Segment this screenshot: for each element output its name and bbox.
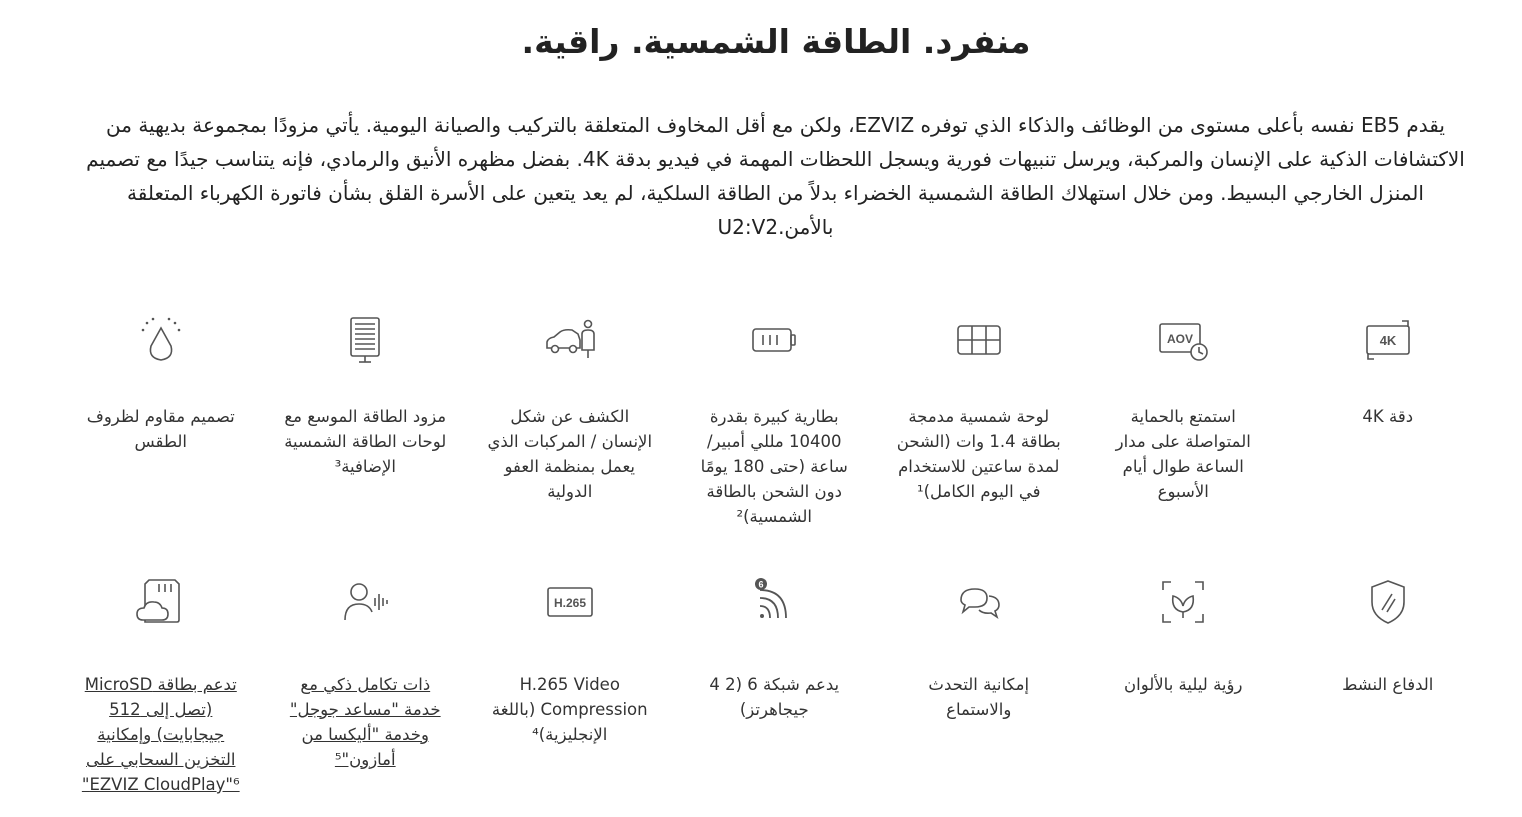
feature-solar-panel xyxy=(877,312,1082,529)
voice-assistant-icon xyxy=(337,574,393,630)
color-night-vision-icon xyxy=(1155,574,1211,630)
feature-label-aov: استمتع بالحماية المتواصلة على مدار الساعة طوال أيام الأسبوع xyxy=(1115,407,1251,501)
weather-resistant-drop-icon xyxy=(133,312,189,368)
feature-wifi-6 xyxy=(672,574,877,797)
feature-label-human-vehicle: الكشف عن شكل الإنسان / المركبات الذي يعمل بمنظمة العفو الدولية xyxy=(487,407,653,501)
feature-label-battery: بطارية كبيرة بقدرة 10400 مللي أمبير/ ساعة (حتى 180 يومًا دون الشحن بالطاقة الشمسية)² xyxy=(700,407,848,526)
svg-text:AOV: AOV xyxy=(1167,332,1194,346)
features-row-2 xyxy=(58,574,1490,797)
section-title: منفرد. الطاقة الشمسية. راقية. xyxy=(521,22,1031,61)
feature-weather-resistant xyxy=(59,312,264,529)
svg-text:6: 6 xyxy=(758,579,764,590)
solar-panel-icon xyxy=(951,312,1007,368)
svg-text:4K: 4K xyxy=(1379,333,1397,348)
aov-clock-icon xyxy=(1155,312,1211,368)
feature-active-defense xyxy=(1286,574,1491,797)
feature-label-solar-panel: لوحة شمسية مدمجة بطاقة 1.4 وات (الشحن لمدة ساعتين للاستخدام في اليوم الكامل)¹ xyxy=(896,407,1061,501)
feature-4k xyxy=(1286,312,1491,529)
feature-label-active-defense: الدفاع النشط xyxy=(1342,675,1434,694)
feature-label-wifi-6: يدعم شبكة 6 (2 4 جيجاهرتز) xyxy=(709,675,840,719)
feature-label-h265: H.265 Video Compression (باللغة الإنجليزية)⁴ xyxy=(491,675,648,744)
feature-h265 xyxy=(468,574,673,797)
feature-label-extended-solar: مزود الطاقة الموسع مع لوحات الطاقة الشمسية الإضافية³ xyxy=(284,407,447,476)
two-way-talk-icon xyxy=(951,574,1007,630)
extended-solar-panel-icon xyxy=(337,312,393,368)
h265-icon xyxy=(542,574,598,630)
active-defense-shield-icon xyxy=(1360,574,1416,630)
feature-label-4k: دقة 4K xyxy=(1362,407,1414,426)
features-row-1 xyxy=(58,312,1490,529)
feature-voice-assistant xyxy=(263,574,468,797)
battery-icon xyxy=(746,312,802,368)
feature-human-vehicle xyxy=(468,312,673,529)
wifi-6-icon xyxy=(746,574,802,630)
feature-aov xyxy=(1081,312,1286,529)
feature-color-night-vision xyxy=(1081,574,1286,797)
human-vehicle-detection-icon xyxy=(542,312,598,368)
feature-two-way-talk xyxy=(877,574,1082,797)
microsd-cloud-icon xyxy=(133,574,189,630)
feature-extended-solar xyxy=(263,312,468,529)
feature-microsd-cloud xyxy=(59,574,264,797)
feature-battery xyxy=(672,312,877,529)
feature-label-color-night-vision: رؤية ليلية بالألوان xyxy=(1124,675,1243,694)
feature-label-weather-resistant: تصميم مقاوم لظروف الطقس xyxy=(86,407,235,451)
feature-link-microsd-cloud[interactable]: تدعم بطاقة MicroSD (تصل إلى 512 جيجابايت) وإمكانية التخزين السحابي على EZVIZ CloudPlay"⁶" xyxy=(81,675,240,794)
svg-text:H.265: H.265 xyxy=(553,596,586,610)
4k-icon xyxy=(1360,312,1416,368)
feature-link-voice-assistant[interactable]: ذات تكامل ذكي مع خدمة "مساعد جوجل" وخدمة "أليكسا من أمازون"⁵ xyxy=(289,675,441,769)
feature-label-two-way-talk: إمكانية التحدث والاستماع xyxy=(928,675,1030,719)
section-intro: يقدم EB5 نفسه بأعلى مستوى من الوظائف والذكاء الذي توفره EZVIZ، ولكن مع أقل المخاوف المتعلقة بالتركيب والصيانة اليومية. يأتي مزودًا بمجموعة بديهية من الاكتشافات الذكية على الإنسان والمركبة، ويرسل تنبيهات فورية ويسجل اللحظات المهمة في فيديو بدقة 4K. بفضل مظهره الأنيق والرمادي، فإنه يتناسب جيدًا مع تصميم المنزل الخارجي البسيط. ومن خلال استهلاك الطاقة الشمسية الخضراء بدلاً من الطاقة السلكية، لم يعد يتعين على الأسرة القلق بشأن فاتورة الكهرباء المتعلقة بالأمن.U2:V2 xyxy=(86,113,1465,239)
